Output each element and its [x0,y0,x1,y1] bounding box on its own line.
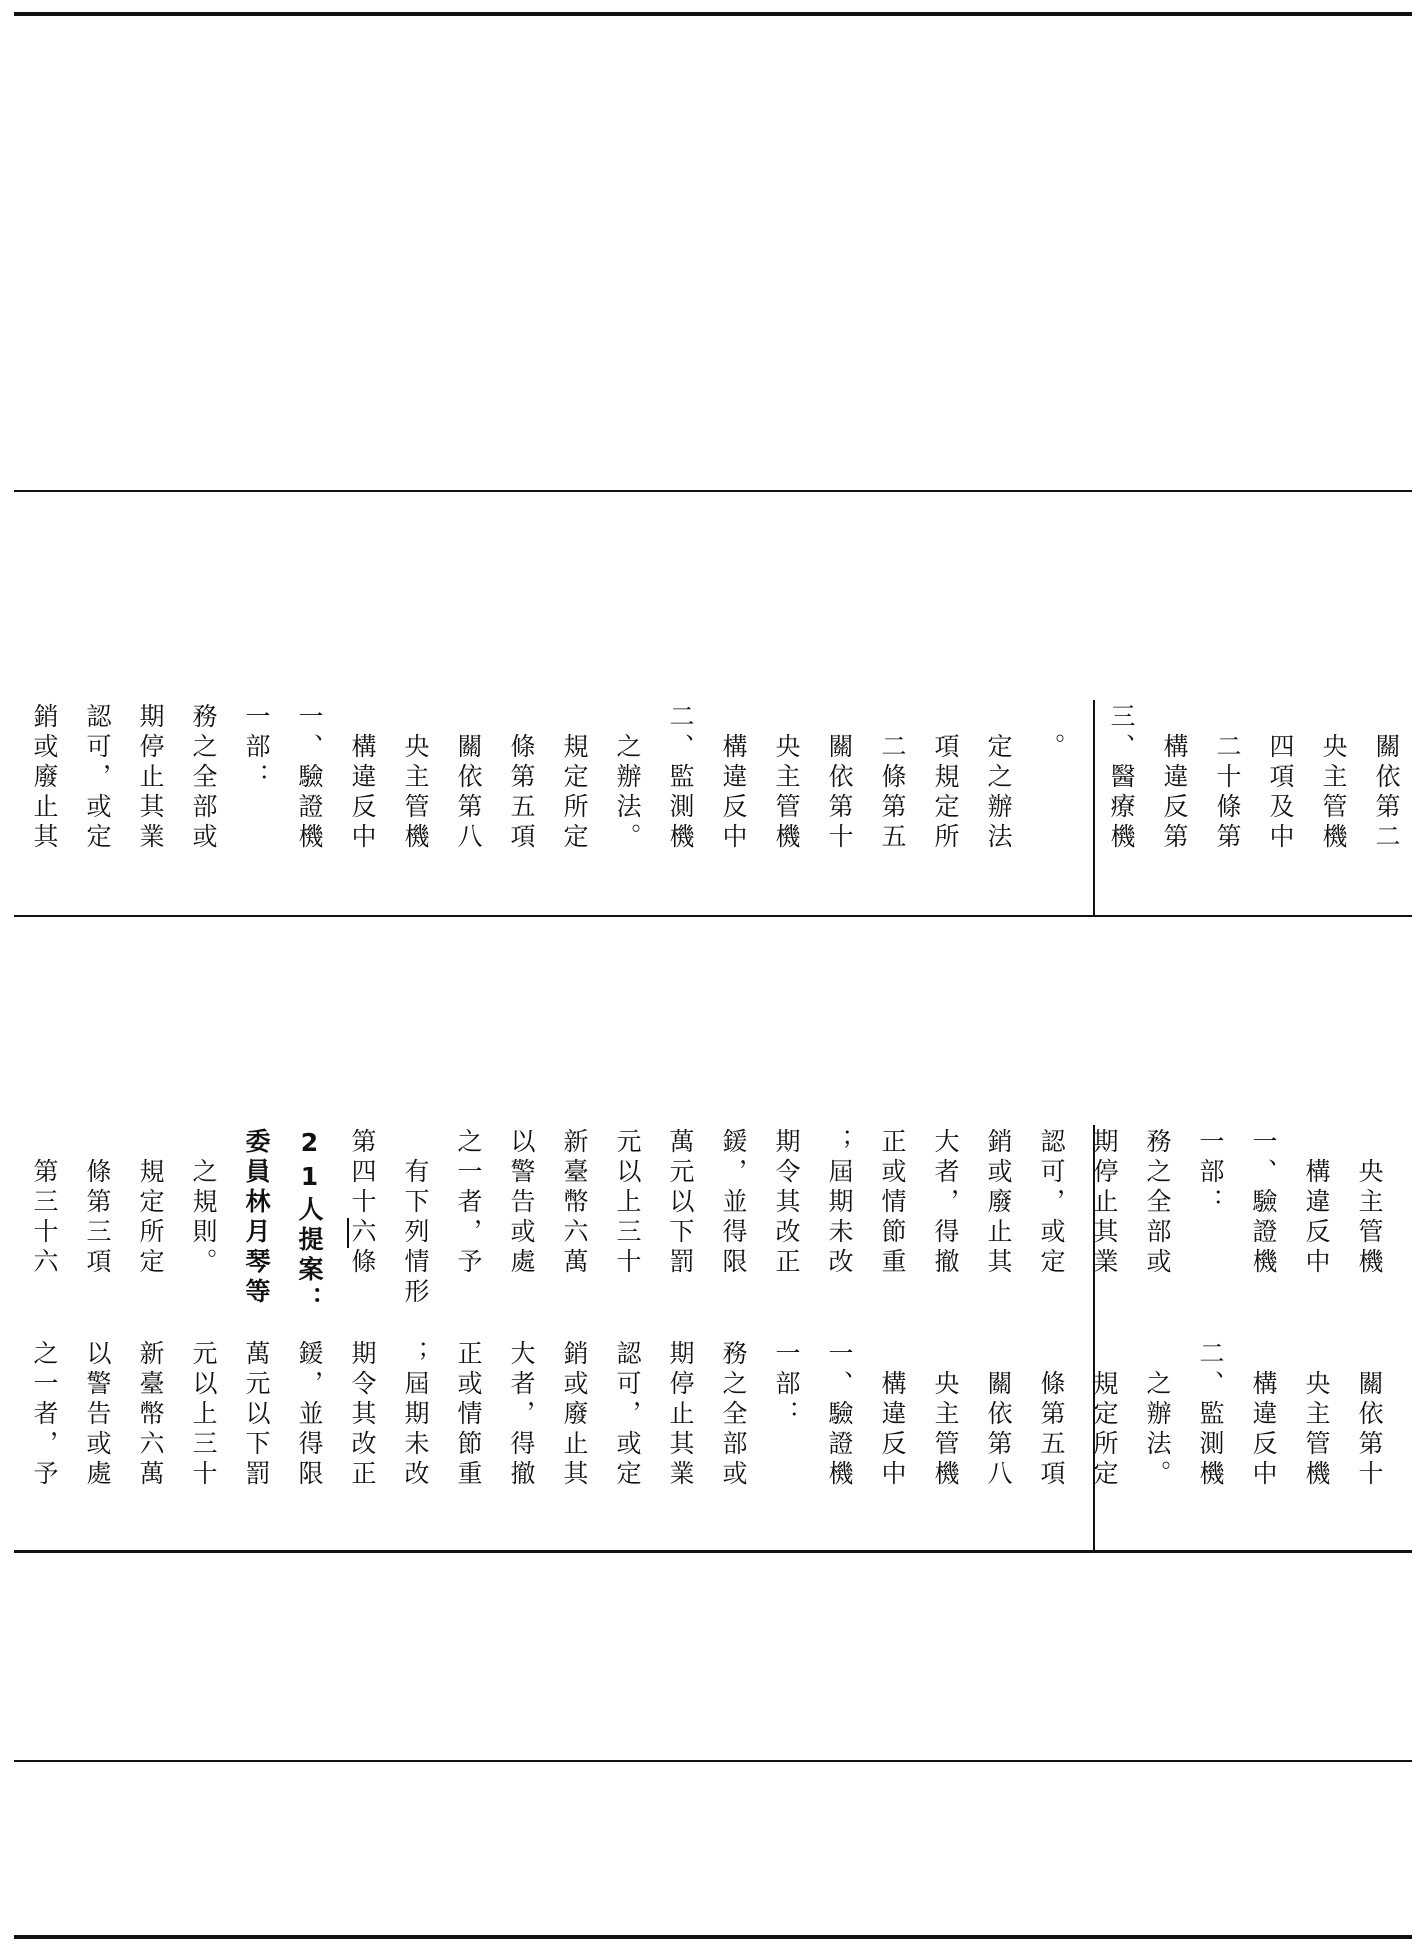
text-column: 構違反中 [719,703,748,853]
text-column: 條第五項 [1037,1340,1066,1490]
text-column: 第三十六 [30,1128,59,1278]
upper-text-cell [24,703,1414,915]
text-column: 定之辦法 [984,703,1013,853]
text-column: 構違反中 [348,703,377,853]
text-column: 之一者，予 [454,1128,483,1278]
article-suffix: 條 [348,1248,377,1278]
text-column: 銷或廢止其 [984,1128,1013,1278]
text-column: 關依第十 [1355,1340,1384,1490]
text-column: 認可，或定 [613,1340,642,1490]
text-column: 務之全部或 [189,703,218,853]
text-column: 期令其改正 [772,1128,801,1278]
text-column: 。 [1037,703,1066,763]
text-column: 關依第十 [825,703,854,853]
text-column: 規定所定 [560,703,589,853]
text-column: 認可，或定 [83,703,112,853]
rule-2 [14,915,1412,917]
text-column: 大者，得撤 [507,1340,536,1490]
text-column: 務之全部或 [1143,1128,1172,1278]
text-column: 三、醫療機 [1107,703,1136,853]
rule-1 [14,490,1412,492]
text-column: 構違反第 [1160,703,1189,853]
text-column: 構違反中 [1302,1128,1331,1278]
text-column: 一部： [772,1340,801,1430]
text-column: 關依第八 [984,1340,1013,1490]
text-column: 項規定所 [931,703,960,853]
text-column: 央主管機 [401,703,430,853]
text-column: 之辦法。 [613,703,642,853]
text-column: 規定所定 [1090,1340,1119,1490]
text-column: 二、監測機 [666,703,695,853]
text-column: 萬元以下罰 [666,1128,695,1278]
text-column: 構違反中 [878,1340,907,1490]
text-column: 期令其改正 [348,1340,377,1490]
text-column: 認可，或定 [1037,1128,1066,1278]
text-column: 以警告或處 [507,1128,536,1278]
proposal-count-heading: 21人提案： [295,1128,324,1316]
text-column: 銷或廢止其 [560,1340,589,1490]
text-column: 條第三項 [83,1128,112,1278]
text-column: 之規則。 [189,1128,218,1278]
text-column: 一部： [242,703,271,793]
text-column: 一、驗證機 [825,1340,854,1490]
bottom-rule [14,1935,1412,1939]
text-column: 條第五項 [507,703,536,853]
text-column: 一部： [1196,1128,1225,1218]
article-number-highlight: 六 [348,1218,377,1248]
text-column: 大者，得撤 [931,1128,960,1278]
text-column: 以警告或處 [83,1340,112,1490]
lower-left-text-cell [24,1340,1414,1550]
text-column: 正或情節重 [878,1128,907,1278]
text-column: 之一者，予 [30,1340,59,1490]
text-column: 鍰，並得限 [719,1128,748,1278]
text-column: 四項及中 [1266,703,1295,853]
text-column: 一、驗證機 [1249,1128,1278,1278]
text-column: 新臺幣六萬 [560,1128,589,1278]
text-column: 二、監測機 [1196,1340,1225,1490]
text-column: 央主管機 [1302,1340,1331,1490]
text-column: 有下列情形 [401,1128,430,1308]
rule-3 [14,1550,1412,1553]
article-prefix: 第四十 [348,1128,377,1218]
text-column: 元以上三十 [189,1340,218,1490]
text-column: 鍰，並得限 [295,1340,324,1490]
text-column: 央主管機 [931,1340,960,1490]
text-column: 務之全部或 [719,1340,748,1490]
text-column: ；屆期未改 [401,1340,430,1490]
text-column: 構違反中 [1249,1340,1278,1490]
text-column: 二條第五 [878,703,907,853]
text-column: 正或情節重 [454,1340,483,1490]
text-column: ；屆期未改 [825,1128,854,1278]
text-column: 二十條第 [1213,703,1242,853]
text-column: 期停止其業 [136,703,165,853]
lower-right-text-cell [24,1128,1414,1338]
text-column: 規定所定 [136,1128,165,1278]
text-column: 萬元以下罰 [242,1340,271,1490]
text-column: 一、驗證機 [295,703,324,853]
text-column: 央主管機 [1355,1128,1384,1278]
rule-4 [14,1760,1412,1762]
text-column: 關依第二 [1372,703,1401,853]
text-column: 關依第八 [454,703,483,853]
text-column: 銷或廢止其 [30,703,59,853]
text-column: 之辦法。 [1143,1340,1172,1490]
top-rule [14,12,1412,16]
article-number [342,1128,382,1338]
proposer-heading: 委員林月琴等 [242,1128,271,1308]
text-column: 新臺幣六萬 [136,1340,165,1490]
text-column: 元以上三十 [613,1128,642,1278]
text-column: 央主管機 [1319,703,1348,853]
text-column: 期停止其業 [666,1340,695,1490]
text-column: 央主管機 [772,703,801,853]
text-column: 期停止其業 [1090,1128,1119,1278]
